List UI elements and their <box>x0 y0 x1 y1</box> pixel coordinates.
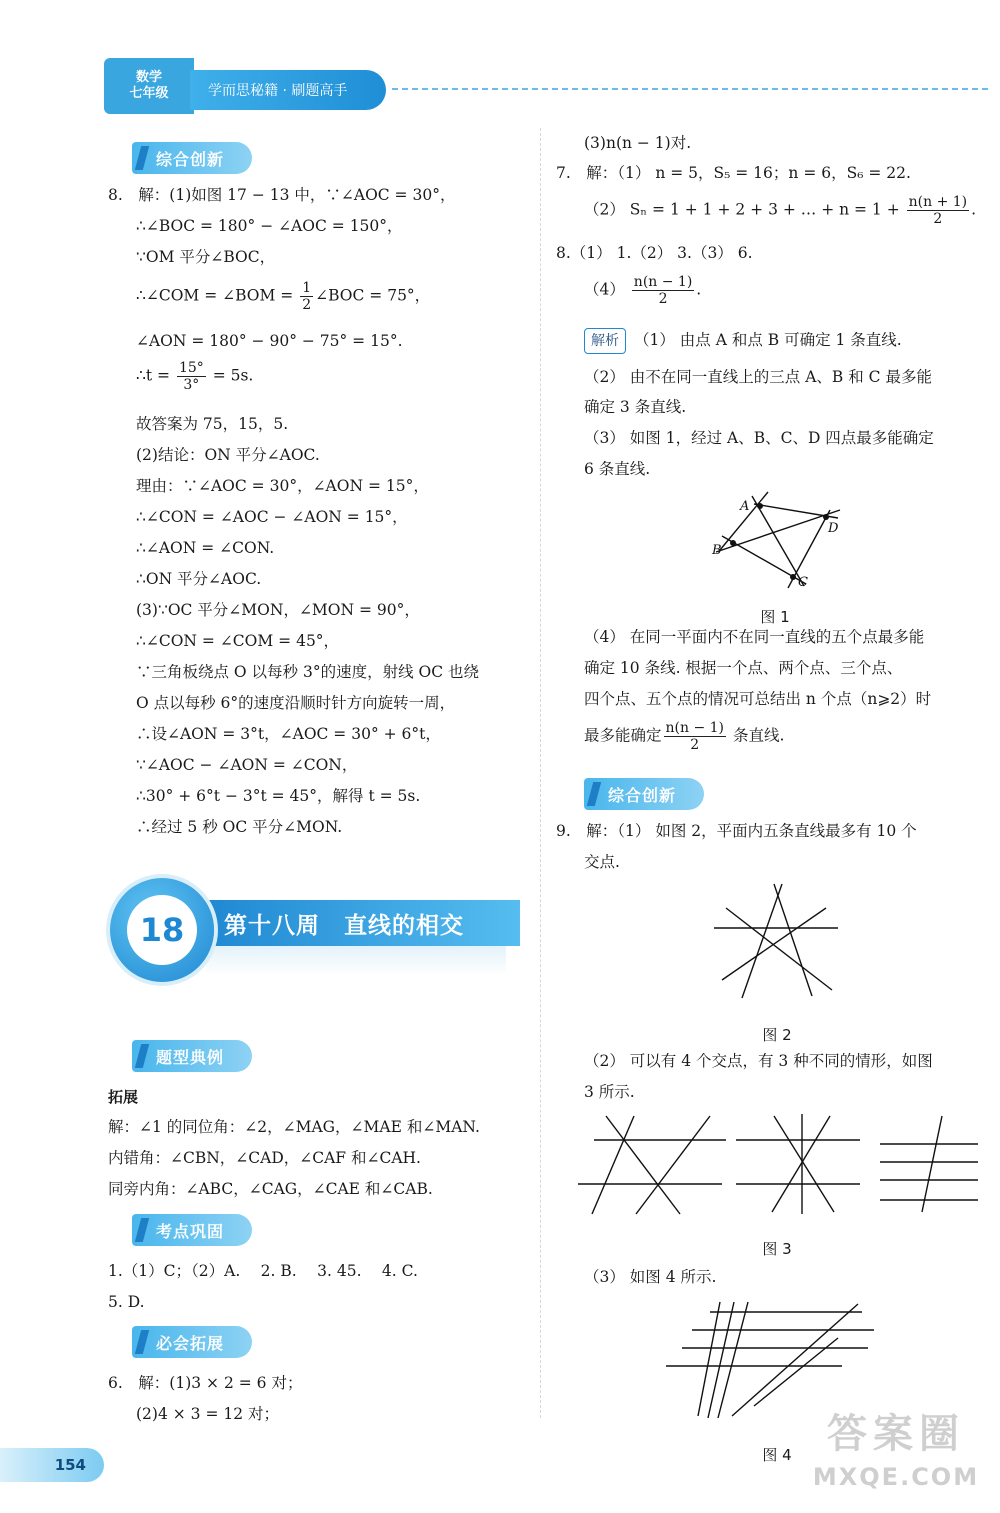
figure-3b <box>736 1114 860 1214</box>
tuozhan-title: 拓展 <box>108 1088 139 1106</box>
q8r-line-4 <box>584 274 701 307</box>
fraction-q8r <box>632 274 695 307</box>
point-a <box>757 503 763 509</box>
section-tag-zonghe <box>132 142 252 174</box>
q8-t-pre: ∴t = <box>136 366 175 385</box>
section-tag-tixing <box>132 1040 252 1072</box>
bihui-line-0: 6. 解：(1)3 × 2 = 6 对； <box>108 1374 303 1392</box>
q8-rest-3: ∴∠CON = ∠AOC − ∠AON = 15°， <box>136 508 408 526</box>
tuozhan-line-1: 内错角：∠CBN，∠CAD，∠CAF 和∠CAH. <box>108 1149 421 1167</box>
subject-label: 数学 <box>135 70 162 85</box>
bihui-line-1: (2)4 × 3 = 12 对； <box>136 1405 280 1423</box>
figure-4-diagram <box>662 1298 882 1424</box>
q8-t-post: = 5s. <box>207 366 254 385</box>
fraction-t <box>177 360 206 393</box>
q9-2-line-0: （2） 可以有 4 个交点，有 3 种不同的情形，如图 <box>584 1052 933 1070</box>
q8-line-3: ∵OM 平分∠BOC， <box>136 248 276 266</box>
q8-rest-9: O 点以每秒 6°的速度沿顺时针方向旋转一周， <box>136 694 456 712</box>
line-4 <box>726 908 832 990</box>
figure-3c <box>880 1116 978 1212</box>
q7-line-2 <box>584 194 976 227</box>
q8-rest-11: ∵∠AOC − ∠AON = ∠CON， <box>136 756 358 774</box>
q8-line-2: ∴∠BOC = 180° − ∠AOC = 150°， <box>136 217 403 235</box>
para4-last-post: 条直线. <box>728 726 785 745</box>
q9-2-line-1: 3 所示. <box>584 1083 635 1101</box>
q9-line-1: 交点. <box>584 853 620 871</box>
subject-grade-badge <box>104 58 194 114</box>
point-d <box>823 514 829 520</box>
q8-rest-1: (2)结论：ON 平分∠AOC. <box>136 446 320 464</box>
frac-den: 2 <box>690 737 700 753</box>
frac-num: n(n + 1) <box>908 194 968 210</box>
q8-line-1: 8. 解：(1)如图 17 − 13 中，∵∠AOC = 30°， <box>108 186 456 204</box>
chapter-banner <box>110 878 510 982</box>
kaodian-line-0: 1.（1）C；（2）A. 2. B. 3. 45. 4. C. <box>108 1262 418 1280</box>
section-tag-label: 题型典例 <box>156 1047 225 1067</box>
fraction-para4 <box>664 720 727 753</box>
q8-rest-6: (3)∵OC 平分∠MON，∠MON = 90°， <box>136 601 420 619</box>
chapter-number: 18 <box>127 895 197 965</box>
watermark-text-2: MXQE.COM <box>812 1463 980 1491</box>
section-tag-label: 综合创新 <box>156 149 225 169</box>
point-b <box>730 540 736 546</box>
jiexi-rest-2: （3） 如图 1，经过 A、B、C、D 四点最多能确定 <box>584 429 934 447</box>
q8-com-pre: ∴∠COM = ∠BOM = <box>136 286 299 305</box>
frac-num: 1 <box>302 280 312 296</box>
column-divider <box>540 128 541 1418</box>
frac-den: 2 <box>302 297 312 313</box>
q8r-post: . <box>696 280 702 299</box>
figure-3a <box>578 1116 726 1214</box>
figure-1-caption: 图 1 <box>760 608 790 626</box>
tuozhan-line-0: 解：∠1 的同位角：∠2，∠MAG，∠MAE 和∠MAN. <box>108 1118 480 1136</box>
frac-den: 3° <box>183 377 200 393</box>
q7-line-1: 7. 解：（1） n = 5，S₅ = 16；n = 6，S₆ = 22. <box>556 164 911 182</box>
frac-num: n(n − 1) <box>665 720 725 736</box>
section-tag-label: 必会拓展 <box>156 1333 225 1353</box>
q8-com-post: ∠BOC = 75°， <box>315 286 431 305</box>
figure-3-diagram <box>576 1112 986 1218</box>
page-number: 154 <box>0 1448 104 1482</box>
jiexi-label: 解析 <box>584 328 626 354</box>
frac-num: n(n − 1) <box>633 274 693 290</box>
line-5 <box>722 908 826 980</box>
series-title: 学而思秘籍 · 刷题高手 <box>190 70 386 110</box>
frac-den: 2 <box>933 211 943 227</box>
jiexi-rest-3: 6 条直线. <box>584 460 651 478</box>
q7-post: . <box>971 200 977 219</box>
chapter-shadow <box>206 946 506 976</box>
q8r-line-1: 8.（1） 1.（2） 3.（3） 6. <box>556 244 753 262</box>
label-c: C <box>798 575 808 590</box>
kaodian-line-1: 5. D. <box>108 1293 145 1311</box>
chapter-number-circle <box>110 878 214 982</box>
watermark-text-1: 答案圈 <box>827 1411 965 1457</box>
q8-com-line <box>136 280 430 313</box>
para4-1: 确定 10 条线. 根据一个点、两个点、三个点、 <box>584 659 903 677</box>
q8-aon-line: ∠AON = 180° − 90° − 75° = 15°. <box>136 332 403 350</box>
para4-last-pre: 最多能确定 <box>584 726 662 745</box>
para4-2: 四个点、五个点的情况可总结出 n 个点（n⩾2）时 <box>584 690 932 708</box>
frac-num: 15° <box>178 360 204 376</box>
line-bd <box>716 510 840 552</box>
point-c <box>790 574 796 580</box>
q8-rest-5: ∴ON 平分∠AOC. <box>136 570 262 588</box>
fraction-q7 <box>907 194 970 227</box>
q8-rest-0: 故答案为 75，15，5. <box>136 415 289 433</box>
section-tag-label: 综合创新 <box>608 785 677 805</box>
q8-rest-4: ∴∠AON = ∠CON. <box>136 539 275 557</box>
figure-4-caption: 图 4 <box>762 1446 792 1464</box>
r3-line: (3)n(n − 1)对. <box>584 134 692 152</box>
q8-rest-8: ∵三角板绕点 O 以每秒 3°的速度，射线 OC 也绕 <box>136 663 480 681</box>
section-tag-label: 考点巩固 <box>156 1221 225 1241</box>
label-b: B <box>712 543 722 558</box>
chapter-title: 第十八周 直线的相交 <box>206 900 520 946</box>
q8-rest-10: ∴设∠AON = 3°t，∠AOC = 30° + 6°t， <box>136 725 441 743</box>
q8-t-line <box>136 360 253 393</box>
figure-2-caption: 图 2 <box>762 1026 792 1044</box>
line-2 <box>742 884 782 998</box>
jiexi-rest-0: （2） 由不在同一直线上的三点 A、B 和 C 最多能 <box>584 368 932 386</box>
q8-rest-12: ∴30° + 6°t − 3°t = 45°，解得 t = 5s. <box>136 787 421 805</box>
label-d: D <box>828 521 839 536</box>
para4-0: （4） 在同一平面内不在同一直线的五个点最多能 <box>584 628 925 646</box>
jiexi-text-1: （1） 由点 A 和点 B 可确定 1 条直线. <box>634 331 902 349</box>
grade-label: 七年级 <box>129 86 169 101</box>
q7-pre: （2） Sₙ = 1 + 1 + 2 + 3 + … + n = 1 + <box>584 200 905 219</box>
figure-3-caption: 图 3 <box>762 1240 792 1258</box>
frac-den: 2 <box>658 291 668 307</box>
fraction-half <box>300 280 313 313</box>
label-a: A <box>740 499 750 514</box>
header-dashed-line <box>392 88 988 90</box>
q9-line-0: 9. 解：（1） 如图 2，平面内五条直线最多有 10 个 <box>556 822 917 840</box>
section-tag-kaodian <box>132 1214 252 1246</box>
jiexi-line <box>584 328 902 354</box>
jiexi-rest-1: 确定 3 条直线. <box>584 398 687 416</box>
watermark <box>796 1408 996 1508</box>
q8-rest-2: 理由：∵∠AOC = 30°，∠AON = 15°， <box>136 477 429 495</box>
figure-2-diagram <box>708 880 844 1004</box>
tuozhan-line-2: 同旁内角：∠ABC，∠CAG，∠CAE 和∠CAB. <box>108 1180 433 1198</box>
q8-rest-13: ∴经过 5 秒 OC 平分∠MON. <box>136 818 343 836</box>
para4-last <box>584 720 784 753</box>
section-tag-zonghe-2 <box>584 778 704 810</box>
q9-3-line: （3） 如图 4 所示. <box>584 1268 717 1286</box>
q8-rest-7: ∴∠CON = ∠COM = 45°， <box>136 632 340 650</box>
section-tag-bihui <box>132 1326 252 1358</box>
figure-1-diagram <box>700 486 850 592</box>
q8r-pre: （4） <box>584 280 630 299</box>
